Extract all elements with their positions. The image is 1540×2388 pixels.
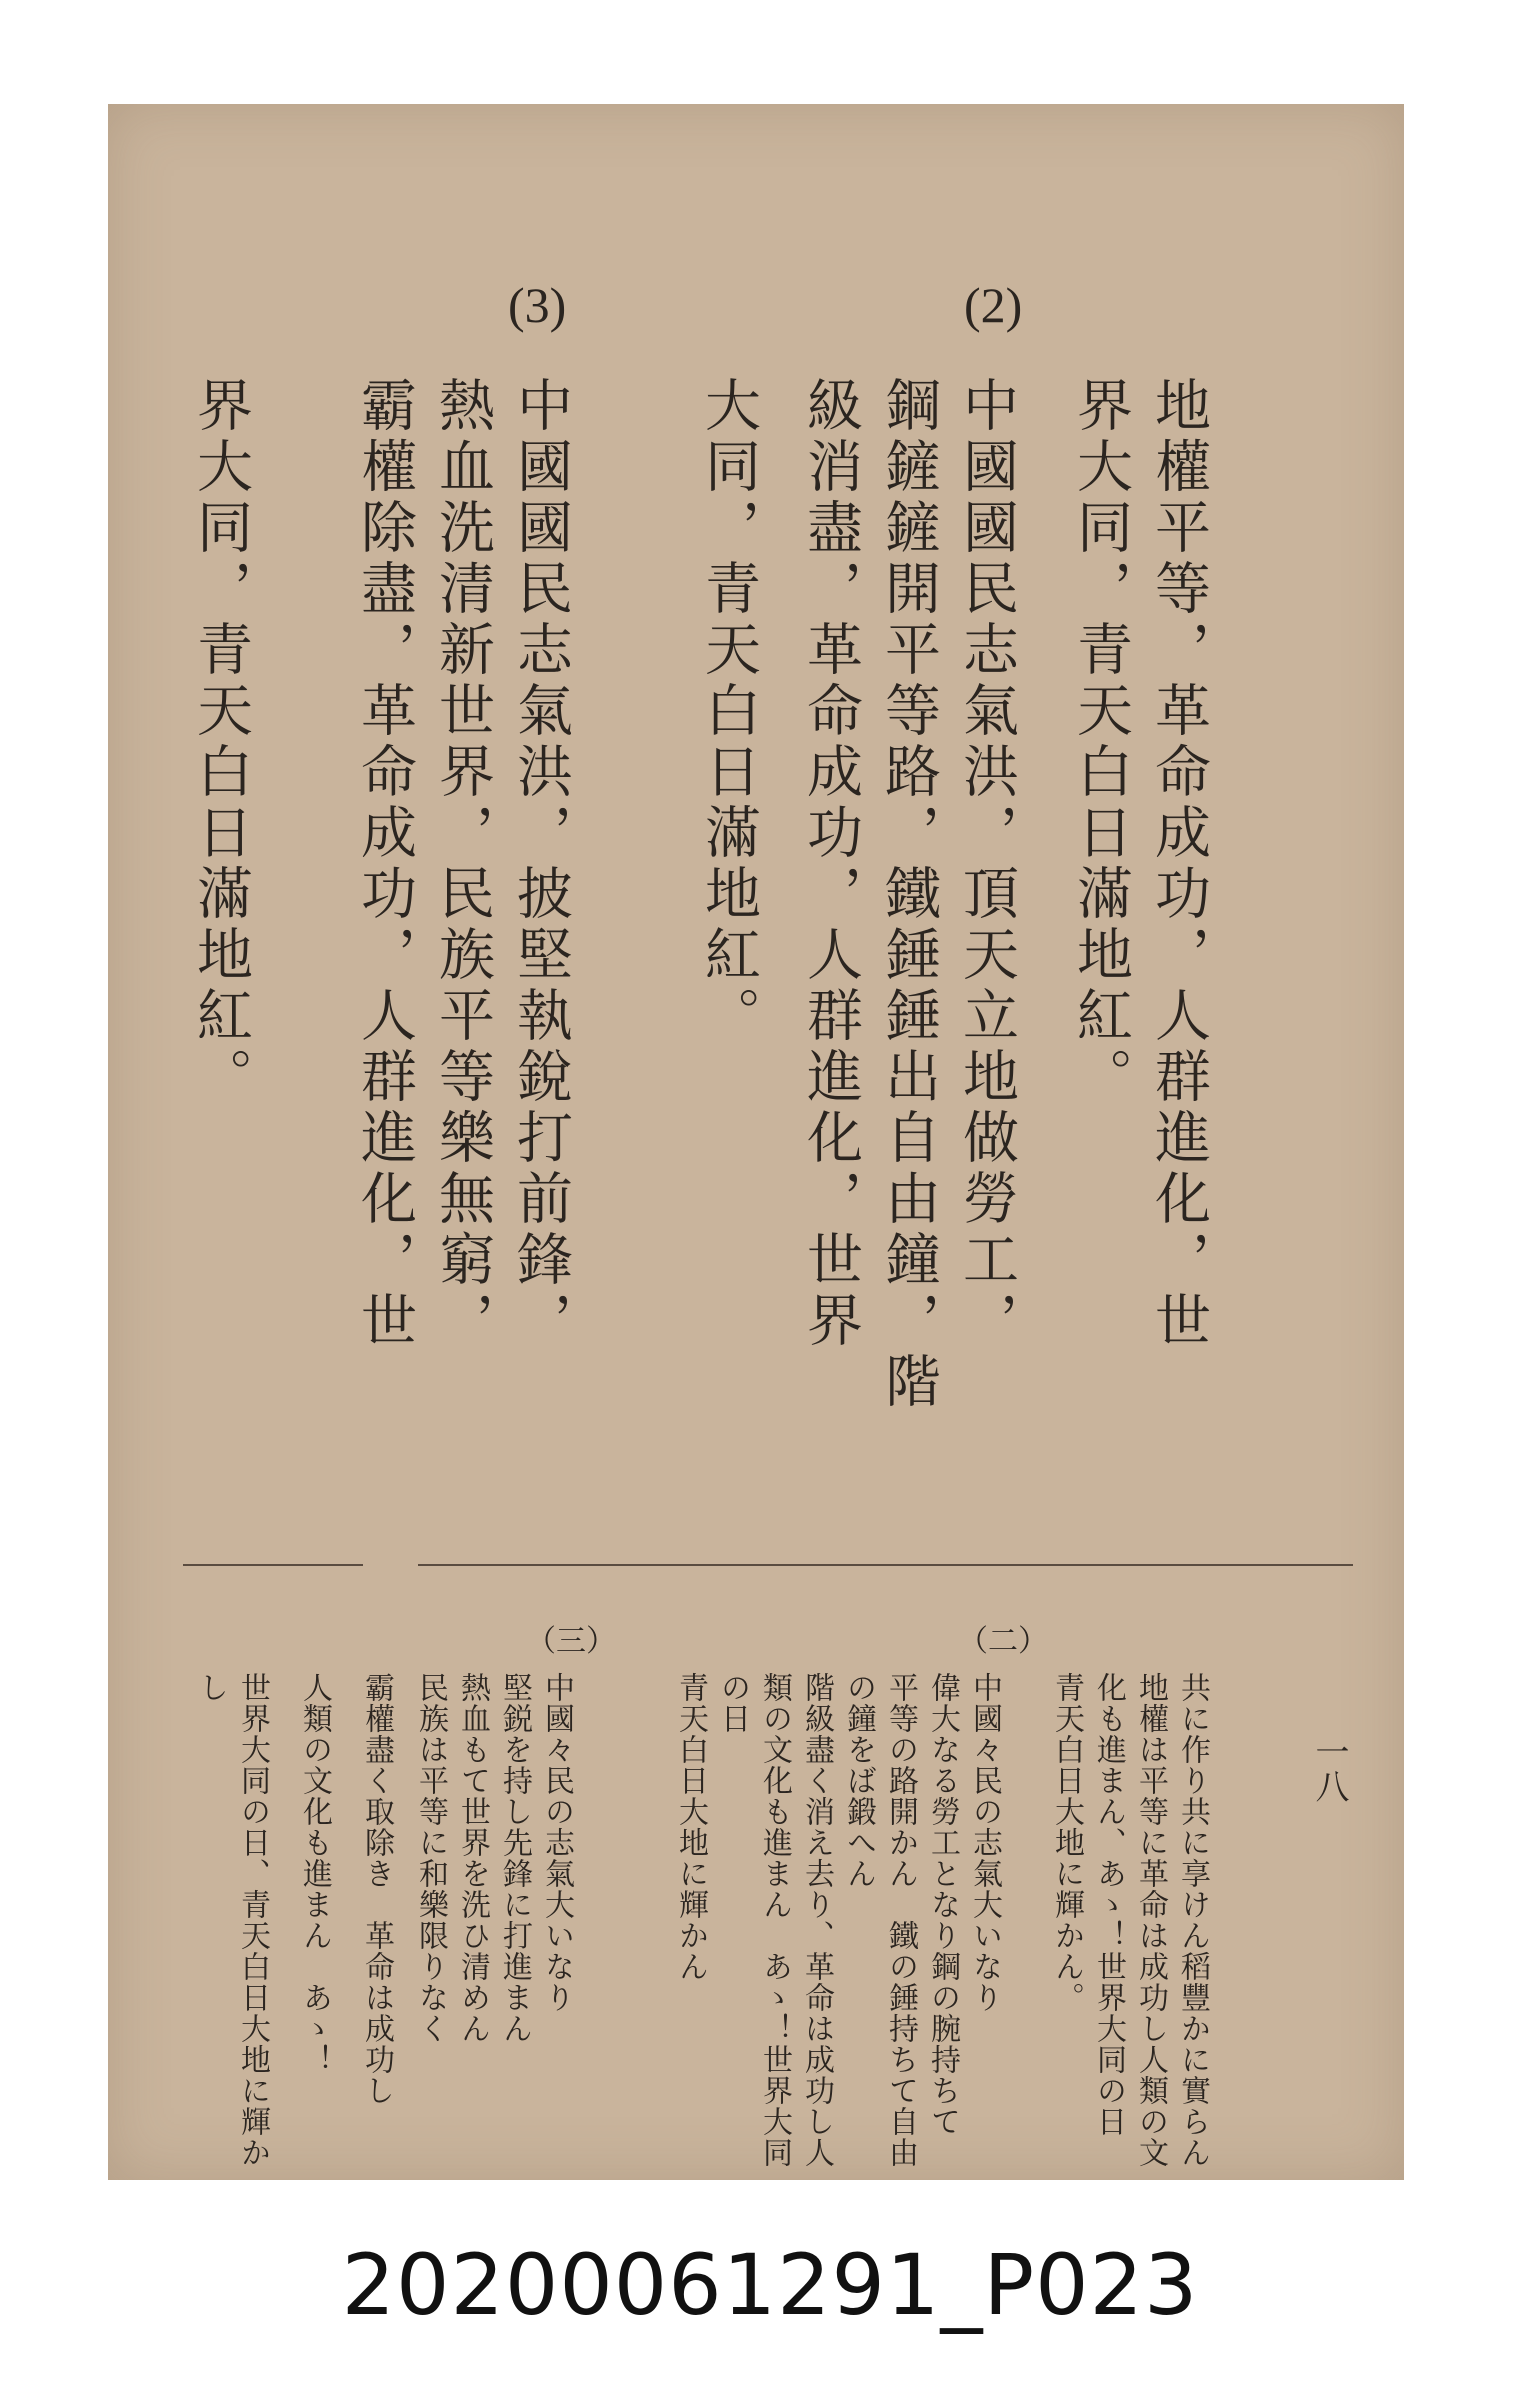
translation-line: 青天白日大地に輝かん。 — [1049, 1672, 1084, 2013]
section-3-label: (3) — [508, 277, 567, 333]
translation-line: の日 — [715, 1672, 750, 1734]
translation-line: の鐘をば鍛へん — [841, 1672, 876, 1889]
anthem-line: 界大同，青天白日滿地紅。 — [1068, 376, 1133, 1108]
translation-line: 霸權盡く取除き 革命は成功し — [359, 1672, 394, 2106]
section-2-label: (2) — [964, 277, 1023, 333]
translation-line: 中國々民の志氣大いなり — [539, 1672, 574, 2013]
divider-line — [418, 1564, 1353, 1566]
page-number: 一八 — [1309, 1734, 1349, 1804]
translation-line: 人類の文化も進まん あゝ！ — [297, 1672, 332, 2075]
anthem-line: 中國國民志氣洪，披堅執銳打前鋒， — [508, 376, 573, 1352]
translation-line: 堅鋭を持し先鋒に打進まん — [497, 1672, 532, 2044]
section-3-mark: （三） — [526, 1624, 616, 1659]
translation-line: 地權は平等に革命は成功し人類の文 — [1133, 1672, 1168, 2168]
translation-line: 熱血もて世界を洗ひ清めん — [455, 1672, 490, 2044]
translation-line: し — [193, 1672, 228, 1703]
anthem-line: 大同，青天白日滿地紅。 — [696, 376, 761, 1047]
translation-line: 青天白日大地に輝かん — [673, 1672, 708, 1982]
translation-line: 世界大同の日、青天白日大地に輝か — [235, 1672, 270, 2168]
anthem-line: 鋼鏟鏟開平等路，鐵錘錘出自由鐘，階 — [876, 376, 941, 1413]
anthem-line: 級消盡，革命成功，人群進化，世界 — [798, 376, 863, 1352]
translation-line: 民族は平等に和樂限りなく — [413, 1672, 448, 2044]
divider-line — [183, 1564, 363, 1566]
image-caption: 20200061291_P023 — [341, 2236, 1199, 2334]
translation-line: 類の文化も進まん あゝ！世界大同 — [757, 1672, 792, 2168]
section-2-mark: （二） — [958, 1624, 1048, 1659]
translation-line: 階級盡く消え去り、革命は成功し人 — [799, 1672, 834, 2168]
translation-line: 偉大なる勞工となり鋼の腕持ちて — [925, 1672, 960, 2137]
translation-line: 化も進まん、あゝ！世界大同の日 — [1091, 1672, 1126, 2137]
anthem-line: 界大同，青天白日滿地紅。 — [188, 376, 253, 1108]
anthem-line: 熱血洗清新世界，民族平等樂無窮， — [430, 376, 495, 1352]
anthem-line: 地權平等，革命成功，人群進化，世 — [1146, 376, 1211, 1352]
anthem-line: 霸權除盡，革命成功，人群進化，世 — [352, 376, 417, 1352]
translation-line: 平等の路開かん 鐵の錘持ちて自由 — [883, 1672, 918, 2168]
document-page — [108, 104, 1404, 2180]
translation-line: 中國々民の志氣大いなり — [967, 1672, 1002, 2013]
translation-line: 共に作り共に享けん稻豐かに實らん — [1175, 1672, 1210, 2168]
anthem-line: 中國國民志氣洪，頂天立地做勞工， — [954, 376, 1019, 1352]
